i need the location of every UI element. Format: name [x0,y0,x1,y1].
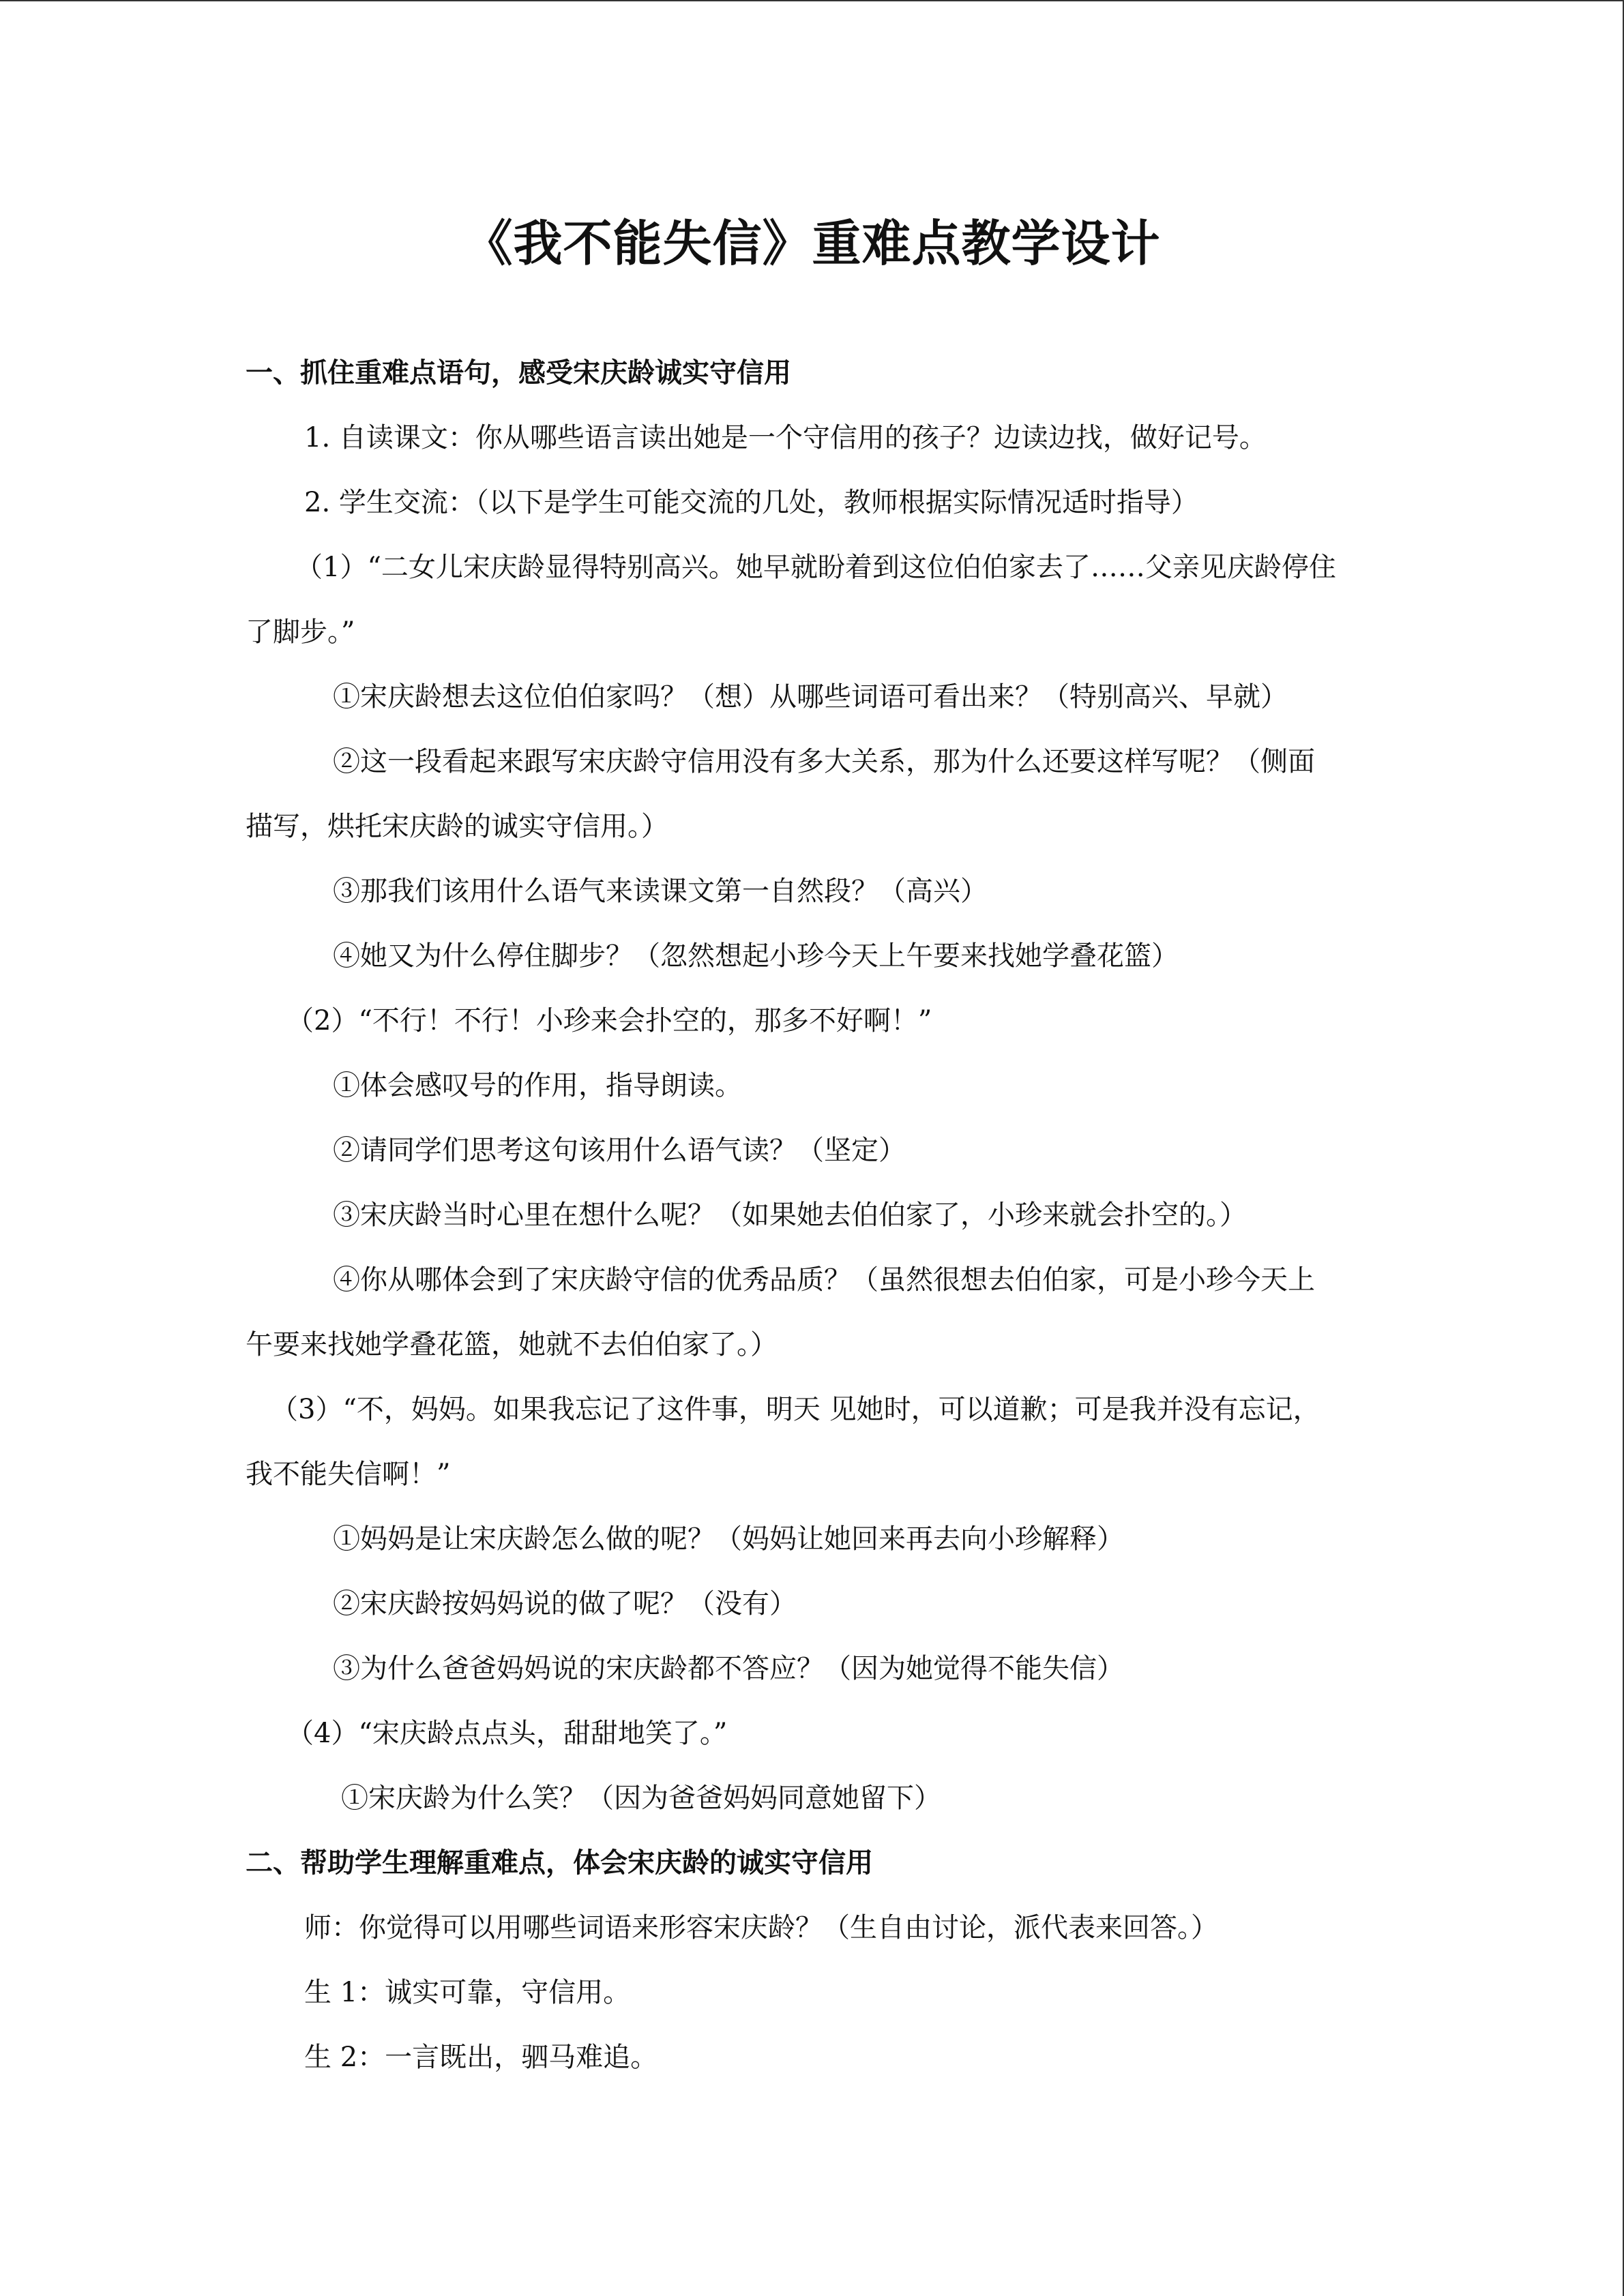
section-1-item-2: 2. 学生交流：（以下是学生可能交流的几处，教师根据实际情况适时指导） [304,487,1198,518]
quote-1-answer-2-line-1: ②这一段看起来跟写宋庆龄守信用没有多大关系，那为什么还要这样写呢？（侧面 [333,746,1315,777]
quote-1-answer-3: ③那我们该用什么语气来读课文第一自然段？（高兴） [333,876,988,907]
quote-1-line-2: 了脚步。” [246,616,355,648]
quote-2-line: （2）“不行！不行！小珍来会扑空的，那多不好啊！” [286,1005,932,1037]
quote-1-line-1: （1）“二女儿宋庆龄显得特别高兴。她早就盼着到这位伯伯家去了……父亲见庆龄停住 [295,552,1336,583]
section-2-teacher-line: 师：你觉得可以用哪些词语来形容宋庆龄？（生自由讨论，派代表来回答。） [304,1912,1218,1943]
quote-2-answer-4-line-1: ④你从哪体会到了宋庆龄守信的优秀品质？（虽然很想去伯伯家，可是小珍今天上 [333,1264,1315,1296]
quote-3-answer-2: ②宋庆龄按妈妈说的做了呢？（没有） [333,1588,797,1620]
quote-2-answer-4-line-2: 午要来找她学叠花篮，她就不去伯伯家了。） [246,1329,778,1360]
quote-1-answer-4: ④她又为什么停住脚步？（忽然想起小珍今天上午要来找她学叠花篮） [333,940,1179,972]
quote-1-answer-1: ①宋庆龄想去这位伯伯家吗？（想）从哪些词语可看出来？（特别高兴、早就） [333,681,1288,713]
quote-2-answer-3: ③宋庆龄当时心里在想什么呢？（如果她去伯伯家了，小珍来就会扑空的。） [333,1199,1247,1231]
section-1-heading: 一、抓住重难点语句，感受宋庆龄诚实守信用 [246,357,791,389]
page-title: 《我不能失信》重难点教学设计 [463,215,1161,272]
quote-1-answer-2-line-2: 描写，烘托宋庆龄的诚实守信用。） [246,811,668,842]
quote-2-answer-2: ②请同学们思考这句该用什么语气读？（坚定） [333,1135,906,1166]
quote-3-line-1: （3）“不，妈妈。如果我忘记了这件事，明天 见她时，可以道歉；可是我并没有忘记， [271,1394,1320,1425]
section-2-student-1: 生 1：诚实可靠，守信用。 [304,1977,631,2008]
quote-4-answer-1: ①宋庆龄为什么笑？（因为爸爸妈妈同意她留下） [341,1783,941,1814]
section-2-heading: 二、帮助学生理解重难点，体会宋庆龄的诚实守信用 [246,1847,873,1879]
section-2-student-2: 生 2：一言既出，驷马难追。 [304,2042,658,2073]
section-1-item-1: 1. 自读课文：你从哪些语言读出她是一个守信用的孩子？边读边找，做好记号。 [304,422,1267,453]
quote-3-answer-1: ①妈妈是让宋庆龄怎么做的呢？（妈妈让她回来再去向小珍解释） [333,1523,1124,1555]
quote-4-line: （4）“宋庆龄点点头，甜甜地笑了。” [286,1718,728,1749]
quote-3-answer-3: ③为什么爸爸妈妈说的宋庆龄都不答应？（因为她觉得不能失信） [333,1653,1124,1684]
quote-2-answer-1: ①体会感叹号的作用，指导朗读。 [333,1070,742,1101]
quote-3-line-2: 我不能失信啊！” [246,1459,451,1490]
